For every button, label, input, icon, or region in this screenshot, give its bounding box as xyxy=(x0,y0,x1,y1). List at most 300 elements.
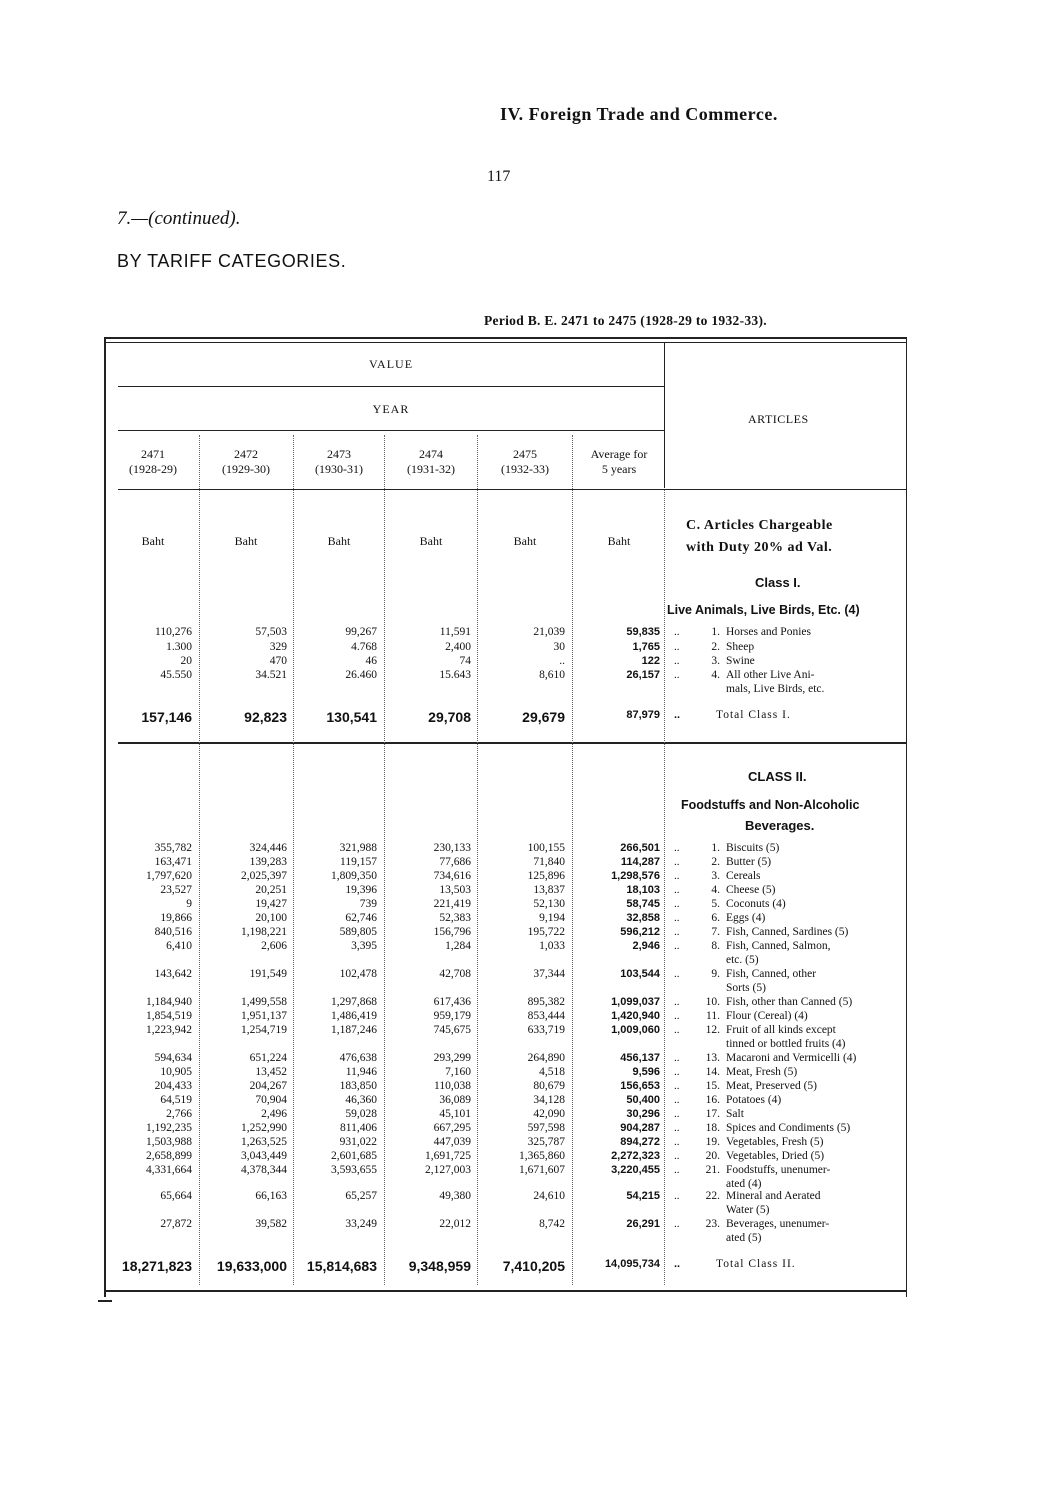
value-cell: 1,797,620 xyxy=(146,870,192,882)
article-name xyxy=(726,1135,823,1149)
value-cell: 19,396 xyxy=(345,884,377,896)
total-label: Total Class II. xyxy=(716,1258,796,1270)
value-cell: 594,634 xyxy=(154,1052,192,1064)
value-cell: 30 xyxy=(553,641,565,653)
article-cell xyxy=(684,1051,914,1065)
value-cell: 2,272,323 xyxy=(611,1150,660,1162)
article-name-line: Meat, Fresh (5) xyxy=(726,1066,798,1078)
value-cell: 447,039 xyxy=(433,1136,471,1148)
value-cell: 18,103 xyxy=(626,884,660,896)
article-number: 13. xyxy=(705,1052,720,1064)
value-cell: 204,267 xyxy=(249,1080,287,1092)
col-header-2472: 2472 (1929-30) xyxy=(222,447,270,476)
col-header-2473: 2473 (1930-31) xyxy=(315,447,363,476)
article-cell xyxy=(684,1163,914,1191)
article-number: 16. xyxy=(705,1094,720,1106)
value-cell: 293,299 xyxy=(433,1052,471,1064)
article-cell xyxy=(684,995,914,1009)
value-cell: 71,840 xyxy=(533,856,565,868)
value-cell: 42,090 xyxy=(533,1108,565,1120)
value-cell: 1,486,419 xyxy=(331,1010,377,1022)
class1-heading: Live Animals, Live Birds, Etc. (4) xyxy=(667,603,860,617)
value-cell: 9,596 xyxy=(632,1066,660,1078)
unit-label: Baht xyxy=(141,534,165,548)
article-name xyxy=(726,911,765,925)
value-cell: 1,252,990 xyxy=(241,1122,287,1134)
value-cell: 4.768 xyxy=(351,641,377,653)
article-name-line: Foodstuffs, unenumer- xyxy=(726,1164,831,1176)
value-cell: 894,272 xyxy=(620,1136,660,1148)
value-cell: 191,549 xyxy=(249,968,287,980)
total-cell: 14,095,734 xyxy=(604,1258,660,1270)
value-cell: 959,179 xyxy=(433,1010,471,1022)
unit-label: Baht xyxy=(234,534,258,548)
article-name-line: Biscuits (5) xyxy=(726,842,780,854)
value-cell: 2,400 xyxy=(445,641,471,653)
article-number: 4. xyxy=(711,669,720,681)
value-cell: 99,267 xyxy=(345,626,377,638)
value-cell: 734,616 xyxy=(433,870,471,882)
article-name xyxy=(726,995,852,1009)
value-cell: 139,283 xyxy=(249,856,287,868)
article-cell xyxy=(684,654,914,668)
leader-dots: .. xyxy=(674,709,681,721)
article-name-line: etc. (5) xyxy=(726,954,759,966)
article-name-line: Mineral and Aerated xyxy=(726,1190,821,1202)
article-name xyxy=(726,1189,821,1217)
total-cell: 15,814,683 xyxy=(306,1258,377,1274)
value-cell: 470 xyxy=(269,655,287,667)
leader-dots: .. xyxy=(674,926,680,938)
value-cell: 329 xyxy=(269,641,287,653)
value-cell: 80,679 xyxy=(533,1080,565,1092)
article-name xyxy=(726,967,816,995)
article-number: 1. xyxy=(711,626,720,638)
article-number: 4. xyxy=(711,884,720,896)
article-name-line: Flour (Cereal) (4) xyxy=(726,1010,808,1022)
article-name xyxy=(726,1023,845,1051)
article-number: 6. xyxy=(711,912,720,924)
value-cell: 476,638 xyxy=(339,1052,377,1064)
article-cell xyxy=(684,1121,914,1135)
leader-dots: .. xyxy=(674,1108,680,1120)
unit-label: Baht xyxy=(327,534,351,548)
article-name-line: Fish, Canned, Sardines (5) xyxy=(726,926,849,938)
article-cell xyxy=(684,1149,914,1163)
value-cell: 74 xyxy=(459,655,471,667)
value-cell: 59,835 xyxy=(626,626,660,638)
value-cell: 27,872 xyxy=(160,1218,192,1230)
value-cell: 45.550 xyxy=(160,669,192,681)
value-cell: 163,471 xyxy=(154,856,192,868)
value-cell: 13,503 xyxy=(439,884,471,896)
article-name-line: tinned or bottled fruits (4) xyxy=(726,1038,846,1050)
leader-dots: .. xyxy=(674,1052,680,1064)
value-cell: 52,130 xyxy=(533,898,565,910)
value-cell: 58,745 xyxy=(626,898,660,910)
value-cell: 931,022 xyxy=(339,1136,377,1148)
value-cell: 4,331,664 xyxy=(146,1164,192,1176)
article-cell xyxy=(684,869,914,883)
article-name-line: Beverages, unenumer- xyxy=(726,1218,830,1230)
value-cell: 24,610 xyxy=(533,1190,565,1202)
value-cell: 49,380 xyxy=(439,1190,471,1202)
value-cell: 840,516 xyxy=(154,926,192,938)
value-cell: 20,100 xyxy=(255,912,287,924)
continued-label: 7.—(continued). xyxy=(117,208,241,229)
value-cell: 125,896 xyxy=(527,870,565,882)
article-cell xyxy=(684,1093,914,1107)
article-number: 17. xyxy=(705,1108,720,1120)
value-cell: 64,519 xyxy=(160,1094,192,1106)
leader-dots: .. xyxy=(674,655,680,667)
article-number: 10. xyxy=(705,996,720,1008)
value-cell: 456,137 xyxy=(620,1052,660,1064)
leader-dots: .. xyxy=(674,1010,680,1022)
article-name xyxy=(726,668,824,696)
article-name xyxy=(726,1163,830,1191)
total-label: Total Class I. xyxy=(716,709,791,721)
value-cell: 3,395 xyxy=(351,940,377,952)
value-cell: 1,298,576 xyxy=(611,870,660,882)
value-cell: 1,809,350 xyxy=(331,870,377,882)
value-cell: 65,664 xyxy=(160,1190,192,1202)
article-number: 23. xyxy=(705,1218,720,1230)
value-cell: 3,043,449 xyxy=(241,1150,287,1162)
value-cell: 596,212 xyxy=(620,926,660,938)
article-number: 20. xyxy=(705,1150,720,1162)
total-cell: 18,271,823 xyxy=(121,1258,192,1274)
article-name xyxy=(726,1107,744,1121)
value-cell: 9,194 xyxy=(539,912,565,924)
class2-title: CLASS II. xyxy=(748,769,807,784)
article-name-line: mals, Live Birds, etc. xyxy=(726,683,825,695)
value-cell: 26.460 xyxy=(345,669,377,681)
total-cell: 92,823 xyxy=(244,709,287,725)
article-name xyxy=(726,869,760,883)
total-cell: 157,146 xyxy=(141,709,192,725)
value-cell: 1,198,221 xyxy=(241,926,287,938)
value-cell: 20,251 xyxy=(255,884,287,896)
leader-dots: .. xyxy=(674,1150,680,1162)
value-cell: 26,157 xyxy=(626,669,660,681)
article-name-line: ated (4) xyxy=(726,1178,762,1190)
article-cell xyxy=(684,967,914,995)
article-cell xyxy=(684,1079,914,1093)
article-name xyxy=(726,841,779,855)
value-cell: 1,254,719 xyxy=(241,1024,287,1036)
article-cell xyxy=(684,1217,914,1245)
value-cell: 264,890 xyxy=(527,1052,565,1064)
article-number: 21. xyxy=(705,1164,720,1176)
value-cell: 651,224 xyxy=(249,1052,287,1064)
leader-dots: .. xyxy=(674,1024,680,1036)
article-name-line: ated (5) xyxy=(726,1232,762,1244)
value-cell: 1,223,942 xyxy=(146,1024,192,1036)
total-cell: 29,708 xyxy=(428,709,471,725)
value-header: VALUE xyxy=(368,357,414,371)
article-name xyxy=(726,1217,829,1245)
article-name xyxy=(726,640,754,654)
value-cell: 39,582 xyxy=(255,1218,287,1230)
leader-dots: .. xyxy=(674,1190,680,1202)
article-name-line: Sheep xyxy=(726,641,755,653)
article-name-line: Macaroni and Vermicelli (4) xyxy=(726,1052,857,1064)
article-name-line: Horses and Ponies xyxy=(726,626,811,638)
leader-dots: .. xyxy=(674,912,680,924)
article-cell xyxy=(684,841,914,855)
value-cell: 54,215 xyxy=(626,1190,660,1202)
article-cell xyxy=(684,1009,914,1023)
articles-header: ARTICLES xyxy=(748,412,809,426)
period-label: Period B. E. 2471 to 2475 (1928-29 to 1932-33). xyxy=(484,313,767,328)
value-cell: 6,410 xyxy=(166,940,192,952)
value-cell: 34.521 xyxy=(255,669,287,681)
article-cell xyxy=(684,1135,914,1149)
article-cell xyxy=(684,625,914,639)
value-cell: 110,038 xyxy=(434,1080,471,1092)
article-name-line: Fish, Canned, other xyxy=(726,968,817,980)
leader-dots: .. xyxy=(674,641,680,653)
value-cell: 1,263,525 xyxy=(241,1136,287,1148)
value-cell: 633,719 xyxy=(527,1024,565,1036)
leader-dots: .. xyxy=(674,870,680,882)
col-header-2475: 2475 (1932-33) xyxy=(501,447,549,476)
value-cell: 66,163 xyxy=(255,1190,287,1202)
value-cell: 4,518 xyxy=(539,1066,565,1078)
article-name xyxy=(726,897,786,911)
article-number: 15. xyxy=(705,1080,720,1092)
article-name-line: Butter (5) xyxy=(726,856,772,868)
value-cell: 2,025,397 xyxy=(241,870,287,882)
article-name-line: Spices and Condiments (5) xyxy=(726,1122,851,1134)
value-cell: 4,378,344 xyxy=(241,1164,287,1176)
year-header: YEAR xyxy=(372,402,410,416)
category-c-heading: C. Articles Chargeable xyxy=(686,518,833,533)
leader-dots: .. xyxy=(674,968,680,980)
value-cell: 15.643 xyxy=(439,669,471,681)
total-cell: 29,679 xyxy=(522,709,565,725)
article-cell xyxy=(684,855,914,869)
leader-dots: .. xyxy=(674,856,680,868)
value-cell: 110,276 xyxy=(155,626,192,638)
value-cell: 143,642 xyxy=(154,968,192,980)
article-name-line: Cheese (5) xyxy=(726,884,776,896)
section-title: IV. Foreign Trade and Commerce. xyxy=(500,104,778,124)
value-cell: 9 xyxy=(186,898,192,910)
value-cell: 13,837 xyxy=(533,884,565,896)
leader-dots: .. xyxy=(674,1094,680,1106)
value-cell: 2,127,003 xyxy=(425,1164,471,1176)
value-cell: 10,905 xyxy=(160,1066,192,1078)
value-cell: 33,249 xyxy=(345,1218,377,1230)
value-cell: 103,544 xyxy=(620,968,660,980)
class2-heading: Foodstuffs and Non-Alcoholic xyxy=(681,798,860,812)
article-number: 1. xyxy=(711,842,720,854)
article-number: 9. xyxy=(711,968,720,980)
article-number: 14. xyxy=(705,1066,720,1078)
value-cell: 2,658,899 xyxy=(146,1150,192,1162)
value-cell: 50,400 xyxy=(626,1094,660,1106)
value-cell: 22,012 xyxy=(439,1218,471,1230)
value-cell: 1,854,519 xyxy=(146,1010,192,1022)
value-cell: 11,591 xyxy=(439,626,471,638)
article-name xyxy=(726,1079,817,1093)
article-number: 5. xyxy=(711,898,720,910)
value-cell: 1,499,558 xyxy=(241,996,287,1008)
col-header-2471: 2471 (1928-29) xyxy=(129,447,177,476)
value-cell: 13,452 xyxy=(255,1066,287,1078)
value-cell: 21,039 xyxy=(533,626,565,638)
article-number: 12. xyxy=(705,1024,720,1036)
article-cell xyxy=(684,1065,914,1079)
article-cell xyxy=(684,668,914,696)
leader-dots: .. xyxy=(674,1080,680,1092)
leader-dots: .. xyxy=(674,940,680,952)
article-name-line: All other Live Ani- xyxy=(726,669,815,681)
article-name-line: Coconuts (4) xyxy=(726,898,786,910)
value-cell: 1,009,060 xyxy=(611,1024,660,1036)
value-cell: 114,287 xyxy=(620,856,660,868)
value-cell: 46,360 xyxy=(345,1094,377,1106)
value-cell: 266,501 xyxy=(620,842,660,854)
article-name xyxy=(726,654,755,668)
value-cell: 589,805 xyxy=(339,926,377,938)
value-cell: 42,708 xyxy=(439,968,471,980)
article-name xyxy=(726,939,830,967)
col-header-average: Average for 5 years xyxy=(590,447,648,476)
article-name-line: Sorts (5) xyxy=(726,982,766,994)
value-cell: 23,527 xyxy=(160,884,192,896)
article-cell xyxy=(684,911,914,925)
value-cell: 20 xyxy=(180,655,192,667)
value-cell: 2,766 xyxy=(166,1108,192,1120)
article-name-line: Meat, Preserved (5) xyxy=(726,1080,818,1092)
article-number: 2. xyxy=(711,856,720,868)
article-name-line: Fish, other than Canned (5) xyxy=(726,996,853,1008)
value-cell: 46 xyxy=(365,655,377,667)
article-number: 3. xyxy=(711,870,720,882)
article-name xyxy=(726,1051,856,1065)
value-cell: 1,691,725 xyxy=(425,1150,471,1162)
value-cell: 37,344 xyxy=(533,968,565,980)
value-cell: 30,296 xyxy=(626,1108,660,1120)
value-cell: 36,089 xyxy=(439,1094,471,1106)
value-cell: 26,291 xyxy=(626,1218,660,1230)
value-cell: 119,157 xyxy=(340,856,377,868)
value-cell: 2,606 xyxy=(261,940,287,952)
value-cell: 1,420,940 xyxy=(611,1010,660,1022)
col-header-2474: 2474 (1931-32) xyxy=(407,447,455,476)
article-cell xyxy=(684,1107,914,1121)
value-cell: 59,028 xyxy=(345,1108,377,1120)
total-cell: 87,979 xyxy=(626,709,660,721)
article-name-line: Salt xyxy=(726,1108,744,1120)
value-cell: 3,593,655 xyxy=(331,1164,377,1176)
value-cell: 100,155 xyxy=(527,842,565,854)
category-c-heading-2: with Duty 20% ad Val. xyxy=(686,540,833,555)
article-name-line: Eggs (4) xyxy=(726,912,766,924)
article-name xyxy=(726,925,848,939)
article-name xyxy=(726,855,771,869)
value-cell: 1,284 xyxy=(445,940,471,952)
article-number: 22. xyxy=(705,1190,720,1202)
value-cell: 1,951,137 xyxy=(241,1010,287,1022)
value-cell: 2,601,685 xyxy=(331,1150,377,1162)
value-cell: 65,257 xyxy=(345,1190,377,1202)
leader-dots: .. xyxy=(674,842,680,854)
value-cell: 230,133 xyxy=(433,842,471,854)
value-cell: 1.300 xyxy=(166,641,192,653)
value-cell: 1,365,860 xyxy=(519,1150,565,1162)
value-cell: 597,598 xyxy=(527,1122,565,1134)
unit-label: Baht xyxy=(513,534,537,548)
value-cell: 2,946 xyxy=(632,940,660,952)
value-cell: 904,287 xyxy=(620,1122,660,1134)
value-cell: 57,503 xyxy=(255,626,287,638)
leader-dots: .. xyxy=(674,884,680,896)
article-cell xyxy=(684,883,914,897)
class1-title: Class I. xyxy=(755,575,801,590)
value-cell: 183,850 xyxy=(339,1080,377,1092)
article-name xyxy=(726,883,776,897)
article-name-line: Potatoes (4) xyxy=(726,1094,782,1106)
article-name xyxy=(726,1121,850,1135)
value-cell: 156,796 xyxy=(433,926,471,938)
value-cell: 77,686 xyxy=(439,856,471,868)
value-cell: 11,946 xyxy=(345,1066,377,1078)
article-name-line: Fruit of all kinds except xyxy=(726,1024,836,1036)
article-number: 3. xyxy=(711,655,720,667)
article-number: 8. xyxy=(711,940,720,952)
value-cell: 70,904 xyxy=(255,1094,287,1106)
value-cell: 895,382 xyxy=(527,996,565,1008)
leader-dots: .. xyxy=(674,898,680,910)
article-name-line: Fish, Canned, Salmon, xyxy=(726,940,831,952)
value-cell: 34,128 xyxy=(533,1094,565,1106)
value-cell: 3,220,455 xyxy=(611,1164,660,1176)
value-cell: 617,436 xyxy=(433,996,471,1008)
value-cell: 355,782 xyxy=(154,842,192,854)
article-cell xyxy=(684,640,914,654)
value-cell: 739 xyxy=(359,898,377,910)
value-cell: 102,478 xyxy=(339,968,377,980)
leader-dots: .. xyxy=(674,669,680,681)
value-cell: 62,746 xyxy=(345,912,377,924)
value-cell: .. xyxy=(559,655,565,667)
value-cell: 32,858 xyxy=(626,912,660,924)
leader-dots: .. xyxy=(674,1218,680,1230)
article-number: 7. xyxy=(711,926,720,938)
total-cell: 19,633,000 xyxy=(216,1258,287,1274)
article-cell xyxy=(684,925,914,939)
unit-label: Baht xyxy=(419,534,443,548)
article-number: 2. xyxy=(711,641,720,653)
value-cell: 745,675 xyxy=(433,1024,471,1036)
article-number: 18. xyxy=(705,1122,720,1134)
article-cell xyxy=(684,897,914,911)
value-cell: 8,610 xyxy=(539,669,565,681)
article-name xyxy=(726,625,811,639)
total-cell: 9,348,959 xyxy=(408,1258,471,1274)
value-cell: 1,033 xyxy=(539,940,565,952)
article-cell xyxy=(684,939,914,967)
article-name-line: Swine xyxy=(726,655,755,667)
value-cell: 8,742 xyxy=(539,1218,565,1230)
value-cell: 2,496 xyxy=(261,1108,287,1120)
value-cell: 1,184,940 xyxy=(146,996,192,1008)
leader-dots: .. xyxy=(674,1066,680,1078)
